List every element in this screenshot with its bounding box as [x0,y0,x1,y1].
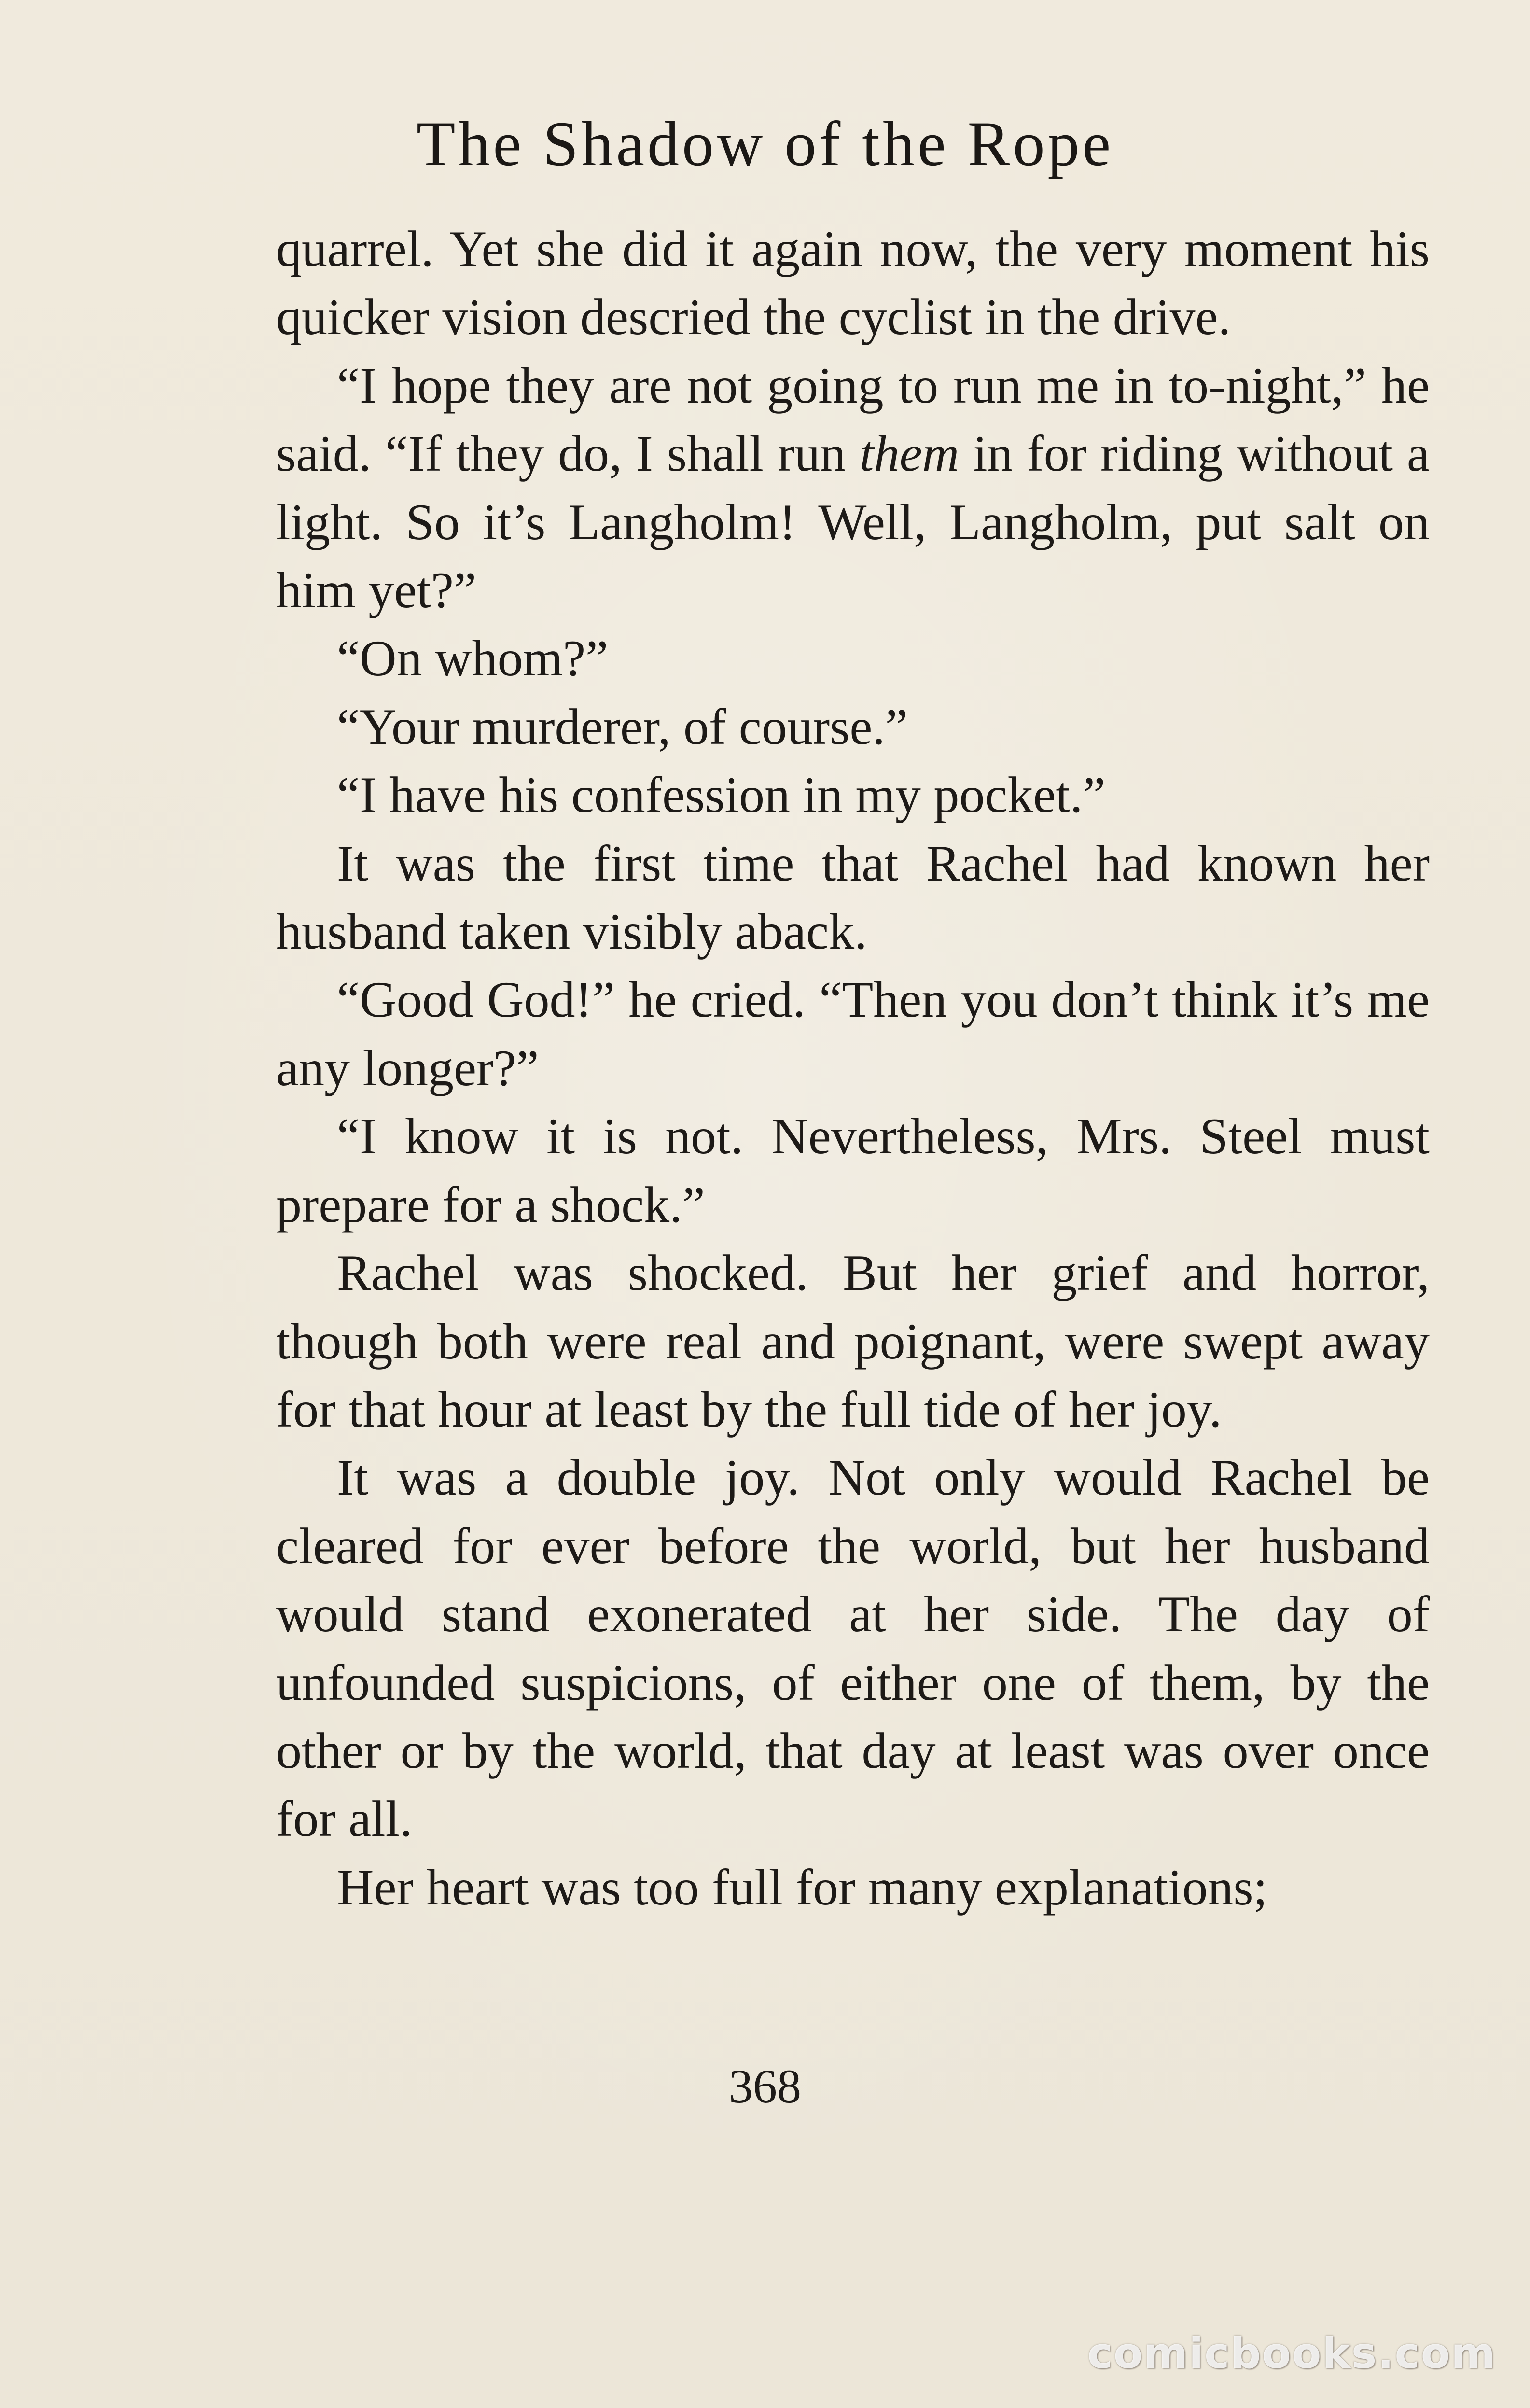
page-number: 368 [729,2059,801,2113]
paragraph-2 [276,351,1430,625]
paragraph-2-text-before: “I hope they are not going to run me in to-night,” he said. “If they do, I shall run [276,357,1430,482]
body-text [276,215,1430,1921]
paragraph-9: Rachel was shocked. But her grief and horror, though both were real and poignant, were swept away for that hour at least by the full tide of her joy. [276,1245,1430,1438]
paragraph-5: “I have his confession in my pocket.” [337,767,1106,824]
paragraph-6: It was the first time that Rachel had known her husband taken visibly aback. [276,835,1430,960]
paragraph-4: “Your murderer, of course.” [337,698,908,755]
paragraph-11: Her heart was too full for many explanations; [337,1859,1268,1916]
paragraph-10: It was a double joy. Not only would Rachel be cleared for ever before the world, but her husband would stand exonerated at her side. The day of unfounded suspicions, of either one of them, by the other or by the world, that day at least was over once for all. [276,1449,1430,1848]
watermark: comicbooks.com [1087,2328,1496,2378]
paragraph-3: “On whom?” [337,630,609,687]
running-head: The Shadow of the Rope [416,108,1114,179]
paragraph-2-emphasis: them [860,425,960,482]
paragraph-7: “Good God!” he cried. “Then you don’t think it’s me any longer?” [276,971,1430,1096]
paragraph-8: “I know it is not. Nevertheless, Mrs. Steel must prepare for a shock.” [276,1108,1430,1233]
paragraph-1: quarrel. Yet she did it again now, the very moment his quicker vision descried the cyclist in the drive. [276,221,1430,346]
paragraph-2-text-after: in for riding without a light. So it’s Langholm! Well, Langholm, put salt on him yet?” [276,425,1430,619]
